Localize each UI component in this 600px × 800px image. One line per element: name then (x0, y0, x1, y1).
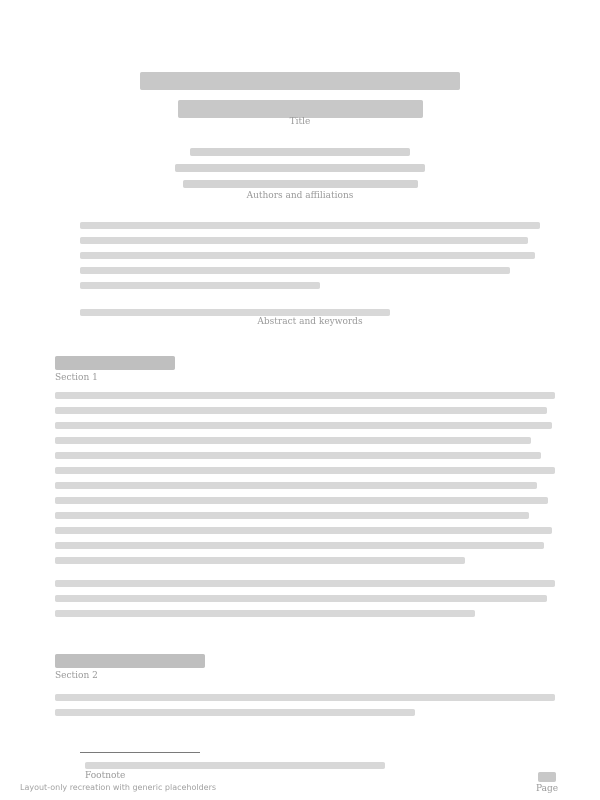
section-1-heading (55, 356, 175, 370)
section-1-placeholder-label: Section 1 (55, 373, 98, 383)
abstract-block (80, 222, 540, 332)
section-1-line-1 (55, 392, 555, 399)
title-placeholder-label: Title (289, 117, 311, 127)
footnote-line (85, 762, 385, 769)
section-1-line-6 (55, 467, 555, 474)
authors-line-2 (175, 164, 425, 172)
layout-note: Layout-only recreation with generic placeholders (20, 783, 217, 792)
section-1-line-5 (55, 452, 541, 459)
authors-placeholder-label: Authors and affiliations (246, 191, 354, 201)
section-2-heading (55, 654, 205, 668)
section-1-line-13 (55, 580, 555, 587)
section-1-line-12 (55, 557, 465, 564)
title-line-1 (140, 72, 460, 90)
section-1-line-2 (55, 407, 547, 414)
section-2-placeholder-label: Section 2 (55, 671, 98, 681)
section-1-line-9 (55, 512, 529, 519)
authors-line-1 (190, 148, 410, 156)
abstract-line-4 (80, 267, 510, 274)
footnote-divider (80, 752, 200, 753)
keywords-line (80, 309, 390, 316)
abstract-line-3 (80, 252, 535, 259)
section-1-line-10 (55, 527, 552, 534)
section-1-line-8 (55, 497, 548, 504)
section-1-line-14 (55, 595, 547, 602)
paper-title-block (100, 72, 500, 136)
footnote-block (85, 762, 385, 780)
footnote-placeholder-label: Footnote (85, 771, 126, 781)
page-number-block (538, 772, 556, 782)
section-1-body (55, 392, 555, 625)
abstract-placeholder-label: Abstract and keywords (257, 317, 363, 327)
section-1-line-7 (55, 482, 537, 489)
abstract-line-1 (80, 222, 540, 229)
section-1-line-4 (55, 437, 531, 444)
abstract-line-2 (80, 237, 528, 244)
abstract-line-5 (80, 282, 320, 289)
authors-line-3 (183, 180, 418, 188)
section-2-line-1 (55, 694, 555, 701)
page-number-placeholder-label: Page (535, 784, 559, 794)
title-line-2 (178, 100, 423, 118)
authors-block (145, 148, 455, 206)
section-1-line-15 (55, 610, 475, 617)
section-2-body (55, 694, 555, 724)
section-1-line-3 (55, 422, 552, 429)
section-2-line-2 (55, 709, 415, 716)
section-1-line-11 (55, 542, 544, 549)
